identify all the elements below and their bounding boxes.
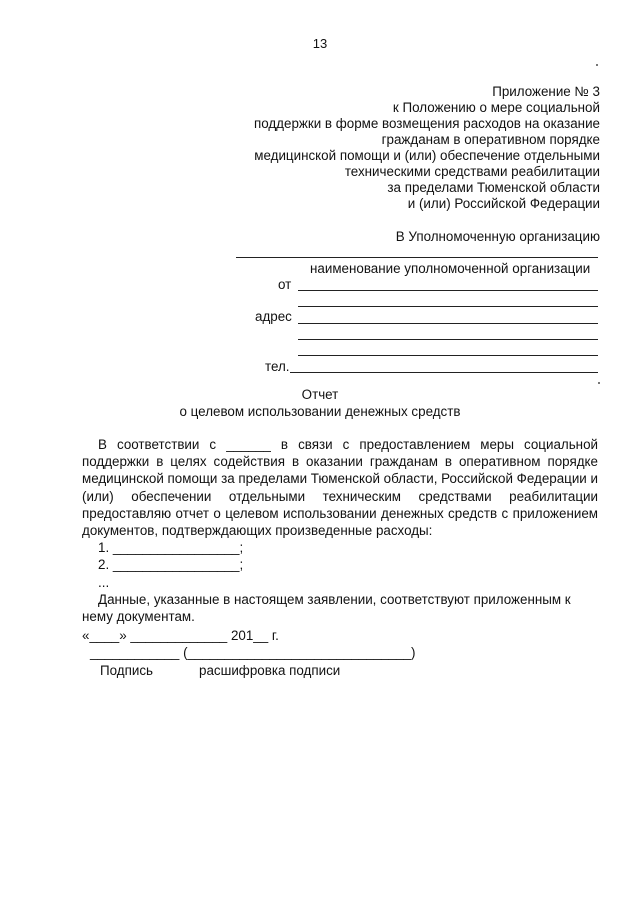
scan-speck [598, 382, 600, 384]
from-label: от [278, 277, 292, 292]
date-line: «____» _____________ 201__ г. [82, 628, 279, 644]
address-line [298, 323, 598, 324]
scan-speck [596, 64, 598, 66]
list-ellipsis: ... [98, 574, 110, 590]
appendix-line: поддержки в форме возмещения расходов на оказание [253, 116, 600, 131]
paragraph-blank: ______ [226, 437, 271, 452]
expense-item-1: 1. _________________; [98, 540, 244, 556]
org-name-caption: наименование уполномоченной организации [310, 261, 591, 276]
from-line-continued [298, 306, 598, 307]
conformity-statement: Данные, указанные в настоящем заявлении, соответствуют приложенным к нему документам. [82, 591, 571, 625]
paragraph-start: В соответствии с [98, 437, 217, 452]
signature-label: Подпись [100, 662, 153, 678]
phone-label: тел. [265, 359, 290, 374]
signature-line: ____________ (______________________________) [90, 645, 416, 661]
appendix-line: Приложение № 3 [492, 84, 600, 99]
address-line-continued [298, 339, 598, 340]
expense-item-2: 2. _________________; [98, 557, 244, 573]
org-name-line [236, 257, 598, 258]
addressee-title: В Уполномоченную организацию [395, 229, 600, 244]
phone-line [290, 372, 598, 373]
main-paragraph [82, 436, 598, 539]
paragraph-rest: в связи с предоставлением меры социальной поддержки в целях содействия в оказании гражданам в оперативном порядке медицинской помощи за пределами Тюменской области, Российской Федерации и (или) обеспечении отдельными техническим средствами реабилитации предоставляю отчет о целевом использовании денежных средств с приложением документов, подтверждающих произведенные расходы: [82, 437, 599, 539]
decoding-label: расшифровка подписи [199, 662, 341, 678]
from-line [298, 290, 598, 291]
appendix-header [180, 84, 600, 212]
appendix-line: техническими средствами реабилитации [344, 164, 600, 179]
address-label: адрес [255, 309, 292, 324]
signature-labels [82, 662, 598, 679]
report-subtitle: о целевом использовании денежных средств [179, 404, 461, 419]
appendix-line: медицинской помощи и (или) обеспечение отдельными [254, 148, 600, 163]
appendix-line: гражданам в оперативном порядке [381, 132, 600, 147]
report-title: Отчет [301, 387, 339, 402]
appendix-line: и (или) Российской Федерации [407, 196, 600, 211]
appendix-line: за пределами Тюменской области [387, 180, 600, 195]
report-body [82, 436, 598, 679]
address-line-continued [298, 355, 598, 356]
page-number: 13 [312, 36, 328, 51]
appendix-line: к Положению о мере социальной [392, 100, 600, 115]
